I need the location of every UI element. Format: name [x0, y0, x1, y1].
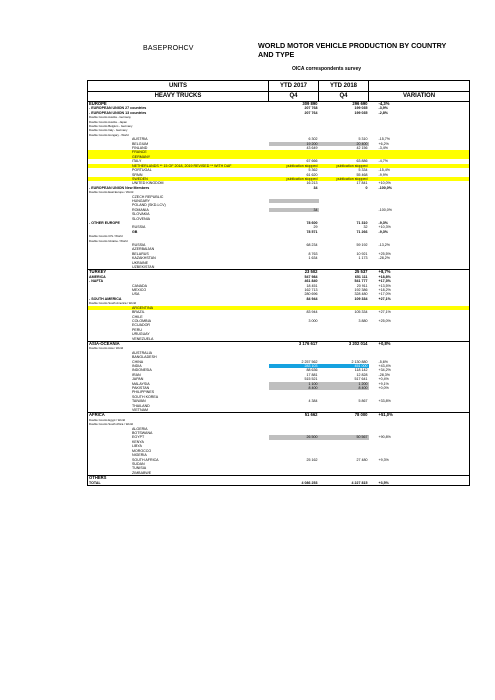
category-header: HEAVY TRUCKS [88, 92, 269, 102]
value-2017: 26 500 [269, 435, 319, 439]
value-2017: 283 103 [269, 364, 319, 368]
value-2017: 3 176 617 [269, 341, 319, 346]
row-label: - OTHER EUROPE [88, 221, 269, 225]
row-label: EGYPT [88, 435, 269, 439]
row-label: SOUTH AFRICA [88, 458, 269, 462]
row-label: BELGIUM [88, 142, 269, 146]
value-2018: 2 130 880 [351, 359, 368, 364]
variation-value: +25,5% [378, 251, 391, 256]
row-label: ARGENTINA [88, 306, 269, 310]
value-2018: 541 777 [354, 279, 368, 284]
row-label: FRANCE [88, 150, 269, 154]
row-label: - EUROPEAN UNION 13 countries [88, 111, 269, 115]
value-2018: 3 880 [358, 318, 368, 323]
row-label: SPAIN [88, 173, 269, 177]
variation-value: -9,3% [378, 229, 388, 234]
value-2017: 547 984 [304, 274, 318, 279]
row-label: AMERICA [88, 275, 269, 279]
variation-value: +18,8% [378, 274, 391, 279]
value-2018: 71 310 [356, 220, 368, 225]
variation-value: -100,0% [378, 185, 392, 190]
value-2017: 8 400 [269, 386, 319, 390]
q4-2018-header: Q4 [319, 92, 369, 102]
row-label: PERU [88, 328, 269, 332]
variation-value: +9,3% [378, 457, 389, 462]
row-label: PAKISTAN [88, 386, 269, 390]
value-2018: 3 202 014 [319, 341, 369, 346]
row-label: USA [88, 292, 269, 296]
ytd2018-header: YTD 2018 [319, 81, 369, 92]
variation-value: -28,3% [378, 372, 390, 377]
row-label: UZBEKISTAN [88, 265, 269, 270]
value-2017: 84 944 [306, 296, 318, 301]
variation-value: +33,8% [378, 399, 391, 404]
row-label: COLOMBIA [88, 319, 269, 323]
value-2018: 328 480 [354, 292, 368, 297]
row-label: Double Counts South Africa / World [88, 422, 269, 426]
row-label: BOTSWANA [88, 431, 269, 435]
variation-value: -100,0% [378, 207, 392, 212]
variation-header: VARIATION [369, 92, 470, 102]
row-label: AUSTRIA [88, 137, 269, 141]
row-label: ROMANIA [88, 208, 269, 212]
row-label: - EUROPEAN UNION 27 countries [88, 106, 269, 110]
row-label: Double Counts Hungary - World [88, 133, 269, 137]
row-label: SWEDEN [88, 177, 269, 181]
variation-value: -9,9% [378, 172, 388, 177]
row-spacer [425, 481, 470, 486]
value-2017: 309 890 [269, 102, 319, 107]
table-body [88, 102, 470, 486]
row-label: ALGERIA [88, 427, 269, 431]
row-label: THAILAND [88, 404, 269, 408]
value-2017: 4 086 253 [269, 481, 319, 486]
variation-value: -4,7% [378, 159, 388, 164]
row-label: Double Counts Egypt / World [88, 418, 269, 422]
row-label: CHINA [88, 360, 269, 364]
value-2018: 12 828 [356, 372, 368, 377]
variation-value: +17,0% [378, 292, 391, 297]
value-2017: 78 571 [306, 229, 318, 234]
row-label: - EUROPEAN UNION New Members [88, 186, 269, 190]
row-label: AFRICA [88, 413, 269, 418]
row-label: CZECH REPUBLIC [88, 195, 269, 199]
row-label: SUDAN [88, 462, 269, 466]
variation-value: -5,6% [378, 359, 388, 364]
variation-value: +25,0% [378, 318, 391, 323]
row-label: PHILIPPINES [88, 390, 269, 394]
variation-value: +27,1% [378, 296, 391, 301]
value-2017: 162 713 [304, 288, 318, 293]
table-row [88, 481, 470, 486]
variation-value: +51,0% [369, 413, 425, 418]
value-2017: 67 666 [306, 159, 318, 164]
variation-value: +13,5% [378, 283, 391, 288]
value-2018: 4 227 815 [319, 481, 369, 486]
page-title: WORLD MOTOR VEHICLE PRODUCTION BY COUNTRY AND TYPE [258, 41, 447, 59]
row-label: ECUADOR [88, 323, 269, 327]
row-label: SOUTH KOREA [88, 395, 269, 399]
row-label: AUSTRALIA [88, 351, 269, 355]
variation-value: -2,8% [378, 110, 388, 115]
value-2018: publication stopped [319, 164, 369, 168]
row-label: RUSSIA [88, 225, 269, 229]
variation-value: +17,3% [378, 279, 391, 284]
row-label: INDONESIA [88, 368, 269, 372]
row-label: KAZAKHSTAN [88, 256, 269, 260]
row-label: Double Counts Austria - Germany [88, 115, 269, 119]
variation-value: +0,8% [369, 341, 425, 346]
value-2018: 63 886 [356, 159, 368, 164]
row-label: CHILE [88, 315, 269, 319]
value-2018: 59 192 [356, 243, 368, 247]
row-label: URUGUAY [88, 332, 269, 336]
row-label: TUNISIA [88, 466, 269, 470]
value-2017: 17 881 [306, 372, 318, 377]
units-header: UNITS [88, 81, 269, 92]
row-label: GB [88, 230, 269, 234]
value-2018: 105 334 [354, 310, 368, 315]
row-label: TURKEY [88, 270, 269, 275]
value-2017: 25 162 [306, 457, 318, 462]
value-2017: 34 [313, 185, 318, 190]
row-label: VENEZUELA [88, 337, 269, 342]
variation-value: +27,1% [378, 310, 391, 315]
row-label: NETHERLANDS ** 15 OF 2018, 2019 REVISED ** WITH DAF [88, 164, 269, 168]
value-2018: 1 173 [358, 256, 368, 261]
row-label: Double Counts South America / World [88, 301, 269, 305]
value-2017: 61 620 [306, 172, 318, 177]
value-2018: 50 567 [319, 435, 369, 439]
row-label: RUSSIA [88, 243, 269, 247]
value-2017: publication stopped [269, 164, 319, 168]
row-label: TOTAL [88, 481, 269, 486]
value-2018: 0 [365, 185, 368, 190]
variation-value: -15,7% [378, 137, 390, 142]
value-2017: 19 200 [269, 142, 319, 146]
value-2018: 32 [363, 225, 368, 230]
value-2018: 517 641 [354, 377, 368, 382]
value-2017: 207 764 [304, 110, 318, 115]
value-2017: 4 384 [308, 399, 318, 404]
value-2018: 199 035 [354, 110, 368, 115]
blank-header [369, 81, 470, 92]
value-2018: 5 310 [358, 137, 368, 142]
variation-value: -3,4% [378, 146, 388, 151]
row-label: OTHERS [88, 476, 269, 481]
value-2017: 2 257 562 [301, 359, 318, 364]
value-2018: 78 000 [319, 413, 369, 418]
row-label: LIBYA [88, 444, 269, 448]
value-2017: 5 362 [308, 168, 318, 173]
value-2018: 20 911 [356, 283, 368, 288]
variation-value: +10,3% [378, 225, 391, 230]
value-2017: 3 000 [308, 318, 318, 323]
variation-value: +18,2% [378, 288, 391, 293]
value-2017: 88 636 [306, 368, 318, 373]
row-label: KENYA [88, 440, 269, 444]
row-label: ASIA-OCEANIA [88, 341, 269, 346]
row-label: POLAND (SKD-LCV) [88, 203, 269, 207]
value-2017: 83 944 [306, 310, 318, 315]
variation-value: +0,0% [378, 386, 389, 390]
value-2018: 5 867 [358, 399, 368, 404]
value-2018: 199 035 [354, 106, 368, 111]
variation-value: +90,8% [378, 435, 391, 440]
row-label: PORTUGAL [88, 168, 269, 172]
row-label: MEXICO [88, 288, 269, 292]
value-2017: 207 768 [304, 106, 318, 111]
variation-value: +43,4% [378, 363, 391, 368]
row-label: AZERBAIJAN [88, 247, 269, 251]
variation-value: -13,2% [378, 243, 390, 247]
variation-value: +6,2% [378, 141, 389, 146]
value-2017: 68 234 [306, 243, 318, 247]
row-label: Double Counts Asia / World [88, 346, 269, 350]
value-2018: 296 690 [319, 102, 369, 107]
row-label: UNITED KINGDOM [88, 181, 269, 185]
row-label: MALAYSIA [88, 382, 269, 386]
value-2017: 16 213 [306, 181, 318, 186]
value-2018: 8 400 [319, 386, 369, 390]
row-label: INDIA [88, 364, 269, 368]
row-label: NIGERIA [88, 453, 269, 457]
variation-value: -28,2% [378, 256, 390, 261]
page-subtitle: OICA correspondents survey [292, 66, 362, 72]
q4-2017-header: Q4 [269, 92, 319, 102]
value-2018: 5 334 [358, 168, 368, 173]
value-2017: 43 649 [306, 146, 318, 151]
value-2018: 42 156 [356, 146, 368, 151]
production-table [87, 80, 470, 486]
row-label: JAPAN [88, 377, 269, 381]
doc-code: BASEPROHCV [143, 45, 194, 52]
value-2017: 1 100 [269, 382, 319, 386]
row-label: TAIWAN [88, 399, 269, 403]
value-2018: 451 000 [319, 364, 369, 368]
row-label: BRAZIL [88, 310, 269, 314]
variation-value: +34,2% [378, 368, 391, 373]
value-2017: 78 600 [306, 220, 318, 225]
row-label: Double Counts CIS / World [88, 234, 269, 238]
value-2018: 17 841 [356, 181, 368, 186]
row-label: BELARUS [88, 252, 269, 256]
row-label: UKRAINE [88, 261, 269, 265]
value-2018: 118 142 [354, 368, 368, 373]
value-2017: 515 521 [304, 377, 318, 382]
variation-value: +10,0% [378, 181, 391, 186]
value-2017: publication stopped [269, 177, 319, 181]
row-label: MOROCCO [88, 449, 269, 453]
variation-value: -15,4% [378, 168, 390, 173]
row-label: CANADA [88, 284, 269, 288]
row-label: - SOUTH AMERICA [88, 297, 269, 301]
value-2018: 192 386 [354, 288, 368, 293]
row-label: FINLAND [88, 146, 269, 150]
value-2017: 34 [269, 208, 319, 212]
value-2017: 23 502 [269, 270, 319, 275]
variation-value: -9,3% [378, 220, 388, 225]
value-2017: 461 840 [304, 279, 318, 284]
row-label: SLOVAKIA [88, 212, 269, 216]
row-label: IRAN [88, 373, 269, 377]
value-2018: 20 400 [319, 142, 369, 146]
row-label: Double Counts Austria - Japan [88, 120, 269, 124]
variation-value: +8,7% [369, 270, 425, 275]
value-2018: 27 480 [356, 457, 368, 462]
value-2017: 29 [313, 225, 318, 230]
row-label: Double Counts Belgium - Germany [88, 124, 269, 128]
row-label: EUROPE [88, 102, 269, 107]
row-label: Double Counts Ukraine / World [88, 239, 269, 243]
row-label: GERMANY [88, 155, 269, 159]
row-label: SLOVENIA [88, 217, 269, 221]
value-2017: 1 634 [308, 256, 318, 261]
row-label: Double Counts East Europe / World [88, 190, 269, 194]
variation-value: -3,9% [378, 106, 388, 111]
row-label: HUNGARY [88, 199, 269, 203]
value-2018: 25 537 [319, 270, 369, 275]
row-label: ITALY [88, 159, 269, 163]
value-2018: publication stopped [319, 177, 369, 181]
ytd2017-header: YTD 2017 [269, 81, 319, 92]
variation-value: +0,4% [378, 377, 389, 382]
row-label: BANGLADESH [88, 355, 269, 359]
row-label: - NAFTA [88, 279, 269, 283]
value-2017: 280 696 [304, 292, 318, 297]
value-2017: 18 451 [306, 283, 318, 288]
value-2018: 651 111 [354, 274, 368, 279]
variation-value: -4,3% [369, 102, 425, 107]
value-2018: 71 266 [356, 229, 368, 234]
row-label: Double Counts Italy - Germany [88, 128, 269, 132]
value-2018: 1 200 [319, 382, 369, 386]
value-2017: 51 662 [269, 413, 319, 418]
variation-value: +3,5% [369, 481, 425, 486]
value-2018: 109 334 [354, 296, 368, 301]
value-2018: 10 921 [356, 251, 368, 256]
variation-value: +9,1% [378, 381, 389, 386]
value-2018: 55 468 [356, 172, 368, 177]
row-label: VIETNAM [88, 408, 269, 413]
row-label: ZIMBABWE [88, 471, 269, 476]
value-2017: 6 302 [308, 137, 318, 142]
value-2017: 8 763 [308, 251, 318, 256]
